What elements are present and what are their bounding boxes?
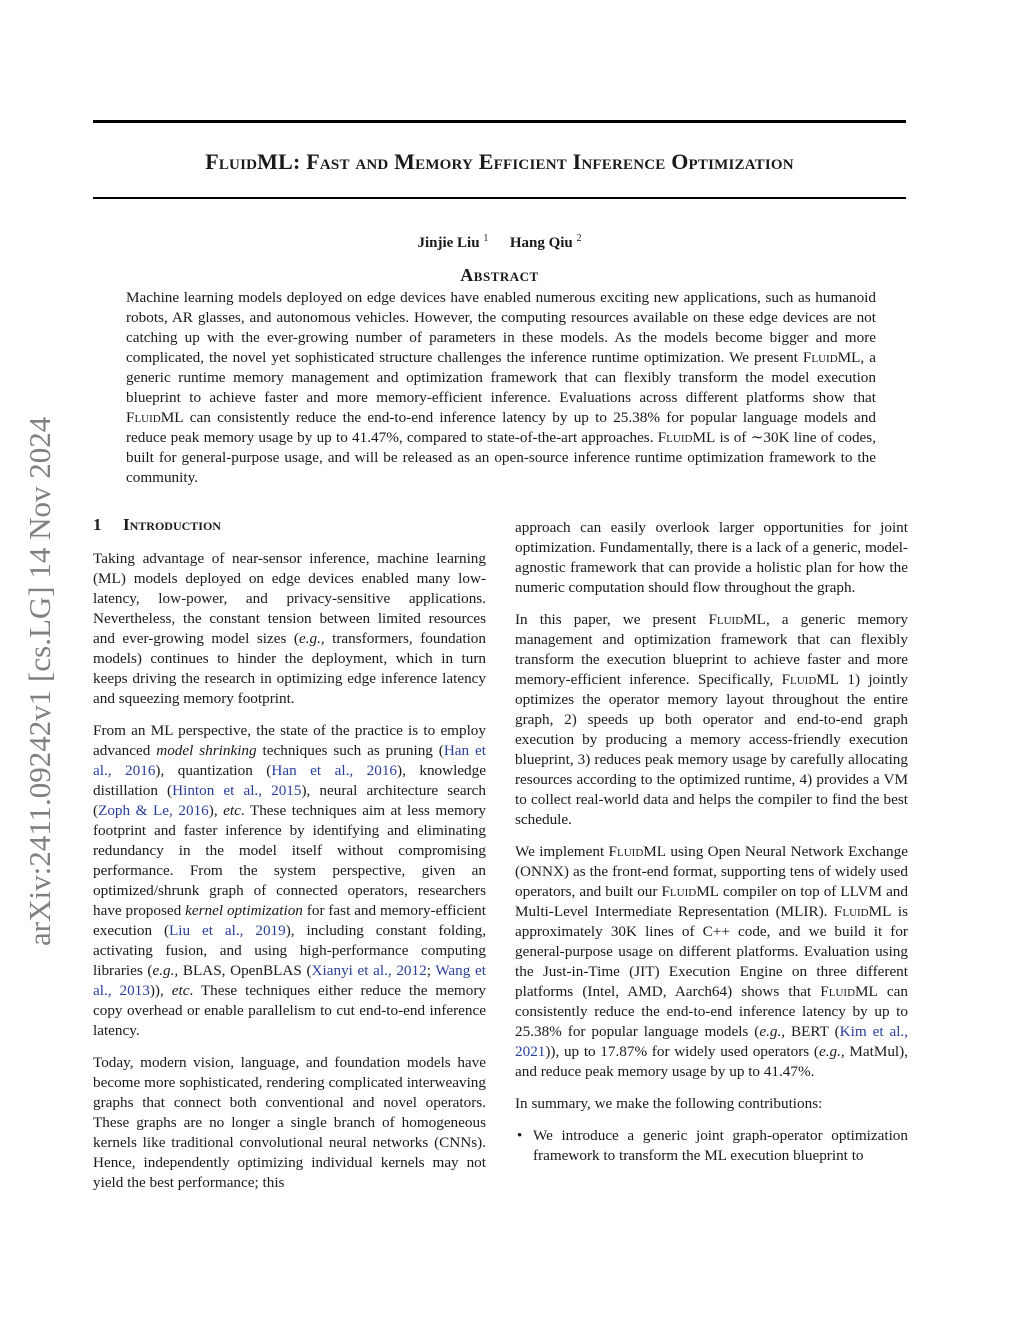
system-name: FluidML [657, 429, 716, 446]
left-column [93, 515, 486, 1205]
section-number: 1 [93, 515, 102, 534]
bullet-icon: • [517, 1127, 523, 1144]
system-name: FluidML [708, 611, 766, 628]
right-column [515, 518, 908, 1166]
citation-link[interactable]: Han et al., 2016 [271, 762, 398, 779]
abstract-heading: Abstract [460, 265, 539, 285]
author-name: Jinjie Liu [417, 235, 480, 251]
section-title: Introduction [123, 515, 221, 534]
title-bottom-rule [93, 197, 906, 199]
intro-paragraph-5: We implement FluidML using Open Neural Network Exchange (ONNX) as the front-end format, supporting tens of widely used operators, and built our FluidML compiler on top of LLVM and Multi-Level Intermediate Representation (MLIR). FluidML is approximately 30K lines of C++ code, and we build it for general-purpose usage on different platforms. Evaluation using the Just-in-Time (JIT) Execution Engine on three different platforms (Intel, AMD, Aarch64) shows that FluidML can consistently reduce the end-to-end inference latency by up to 25.38% for popular language models (e.g., BERT (Kim et al., 2021)), up to 17.87% for widely used operators (e.g., MatMul), and reduce peak memory usage by up to 41.47%. [515, 843, 909, 1080]
system-name: FluidML [781, 671, 840, 688]
intro-paragraph-3-cont: approach can easily overlook larger opportunities for joint optimization. Fundamentally, there is a lack of a generic, model-agnostic framework that can provide a holistic plan for how the numeric computation should flow throughout the graph. [515, 519, 908, 596]
section-heading [93, 515, 486, 535]
author-name: Hang Qiu [509, 235, 573, 251]
contribution-list [515, 1126, 908, 1166]
citation-link[interactable]: Wang et al., 2013 [93, 962, 486, 999]
system-name: FluidML [802, 349, 861, 366]
list-item: • We introduce a generic joint graph-operator optimization framework to transform the ML execution blueprint to [517, 1127, 908, 1164]
system-name: FluidML [833, 903, 892, 920]
paper-title: FluidML: Fast and Memory Efficient Inference Optimization [205, 149, 794, 174]
intro-paragraph-3: Today, modern vision, language, and foundation models have become more sophisticated, rendering complicated interweaving graphs that connect both conventional and novel operators. These graphs are no longer a single branch of homogeneous kernels like traditional convolutional neural networks (CNNs). Hence, independently optimizing individual kernels may not yield the best performance; this [93, 1054, 486, 1191]
abstract-body: Machine learning models deployed on edge devices have enabled numerous exciting new applications, such as humanoid robots, AR glasses, and autonomous vehicles. However, the computing resources available on these edge devices are not catching up with the ever-growing number of parameters in these models. As the models become bigger and more complicated, the novel yet sophisticated structure challenges the inference runtime optimization. We present FluidML, a generic runtime memory management and optimization framework that can flexibly transform the model execution blueprint to achieve faster and more memory-efficient inference. Evaluations across different platforms show that FluidML can consistently reduce the end-to-end inference latency by up to 25.38% for popular language models and reduce peak memory usage by up to 41.47%, compared to state-of-the-art approaches. FluidML is of ∼30K line of codes, built for general-purpose usage, and will be released as an open-source inference runtime optimization framework to the community. [126, 289, 876, 486]
author-affiliation: 2 [576, 233, 582, 244]
system-name: FluidML [661, 883, 719, 900]
intro-paragraph-1: Taking advantage of near-sensor inference, machine learning (ML) models deployed on edge devices enabled many low-latency, low-power, and privacy-sensitive applications. Nevertheless, the constant tension between limited resources and ever-growing model sizes (e.g., transformers, foundation models) continues to hinder the deployment, which in turn keeps driving the research in optimizing edge inference latency and squeezing memory footprint. [93, 550, 486, 707]
system-name: FluidML [126, 409, 184, 426]
intro-paragraph-4: In this paper, we present FluidML, a generic memory management and optimization framework that can flexibly transform the execution blueprint to achieve faster and more memory-efficient inference. Specifically, FluidML 1) jointly optimizes the operator memory layout throughout the entire graph, 2) speeds up both operator and end-to-end graph execution by producing a memory access-friendly execution blueprint, 3) reduces peak memory usage by carefully allocating resources according to the optimized runtime, 4) provides a VM to collect real-world data and helps the compiler to find the best schedule. [515, 611, 908, 828]
citation-link[interactable]: Zoph & Le, 2016 [98, 802, 209, 819]
system-name: FluidML [820, 983, 878, 1000]
title-top-rule [93, 120, 906, 123]
intro-paragraph-2: From an ML perspective, the state of the practice is to employ advanced model shrinking techniques such as pruning (Han et al., 2016), quantization (Han et al., 2016), knowledge distillation (Hinton et al., 2015), neural architecture search (Zoph & Le, 2016), etc. These techniques aim at less memory footprint and faster inference by identifying and eliminating redundancy in the model itself without compromising performance. From the system perspective, given an optimized/shrunk graph of connected operators, researchers have proposed kernel optimization for fast and memory-efficient execution (Liu et al., 2019), including constant folding, activating fusion, and using high-performance computing libraries (e.g., BLAS, OpenBLAS (Xianyi et al., 2012; Wang et al., 2013)), etc. These techniques either reduce the memory copy overhead or enable parallelism to cut end-to-end inference latency. [93, 722, 487, 1039]
author-affiliation: 1 [483, 233, 489, 244]
citation-link[interactable]: Kim et al., 2021 [515, 1023, 909, 1060]
citation-link[interactable]: Liu et al., 2019 [169, 922, 286, 939]
citation-link[interactable]: Xianyi et al., 2012 [311, 962, 427, 979]
system-name: FluidML [608, 843, 667, 860]
citation-link[interactable]: Han et al., 2016 [93, 742, 486, 779]
arxiv-identifier[interactable]: arXiv:2411.09242v1 [cs.LG] 14 Nov 2024 [22, 416, 57, 946]
author-list [93, 233, 906, 252]
intro-paragraph-6: In summary, we make the following contributions: [515, 1095, 823, 1112]
citation-link[interactable]: Hinton et al., 2015 [172, 782, 302, 799]
